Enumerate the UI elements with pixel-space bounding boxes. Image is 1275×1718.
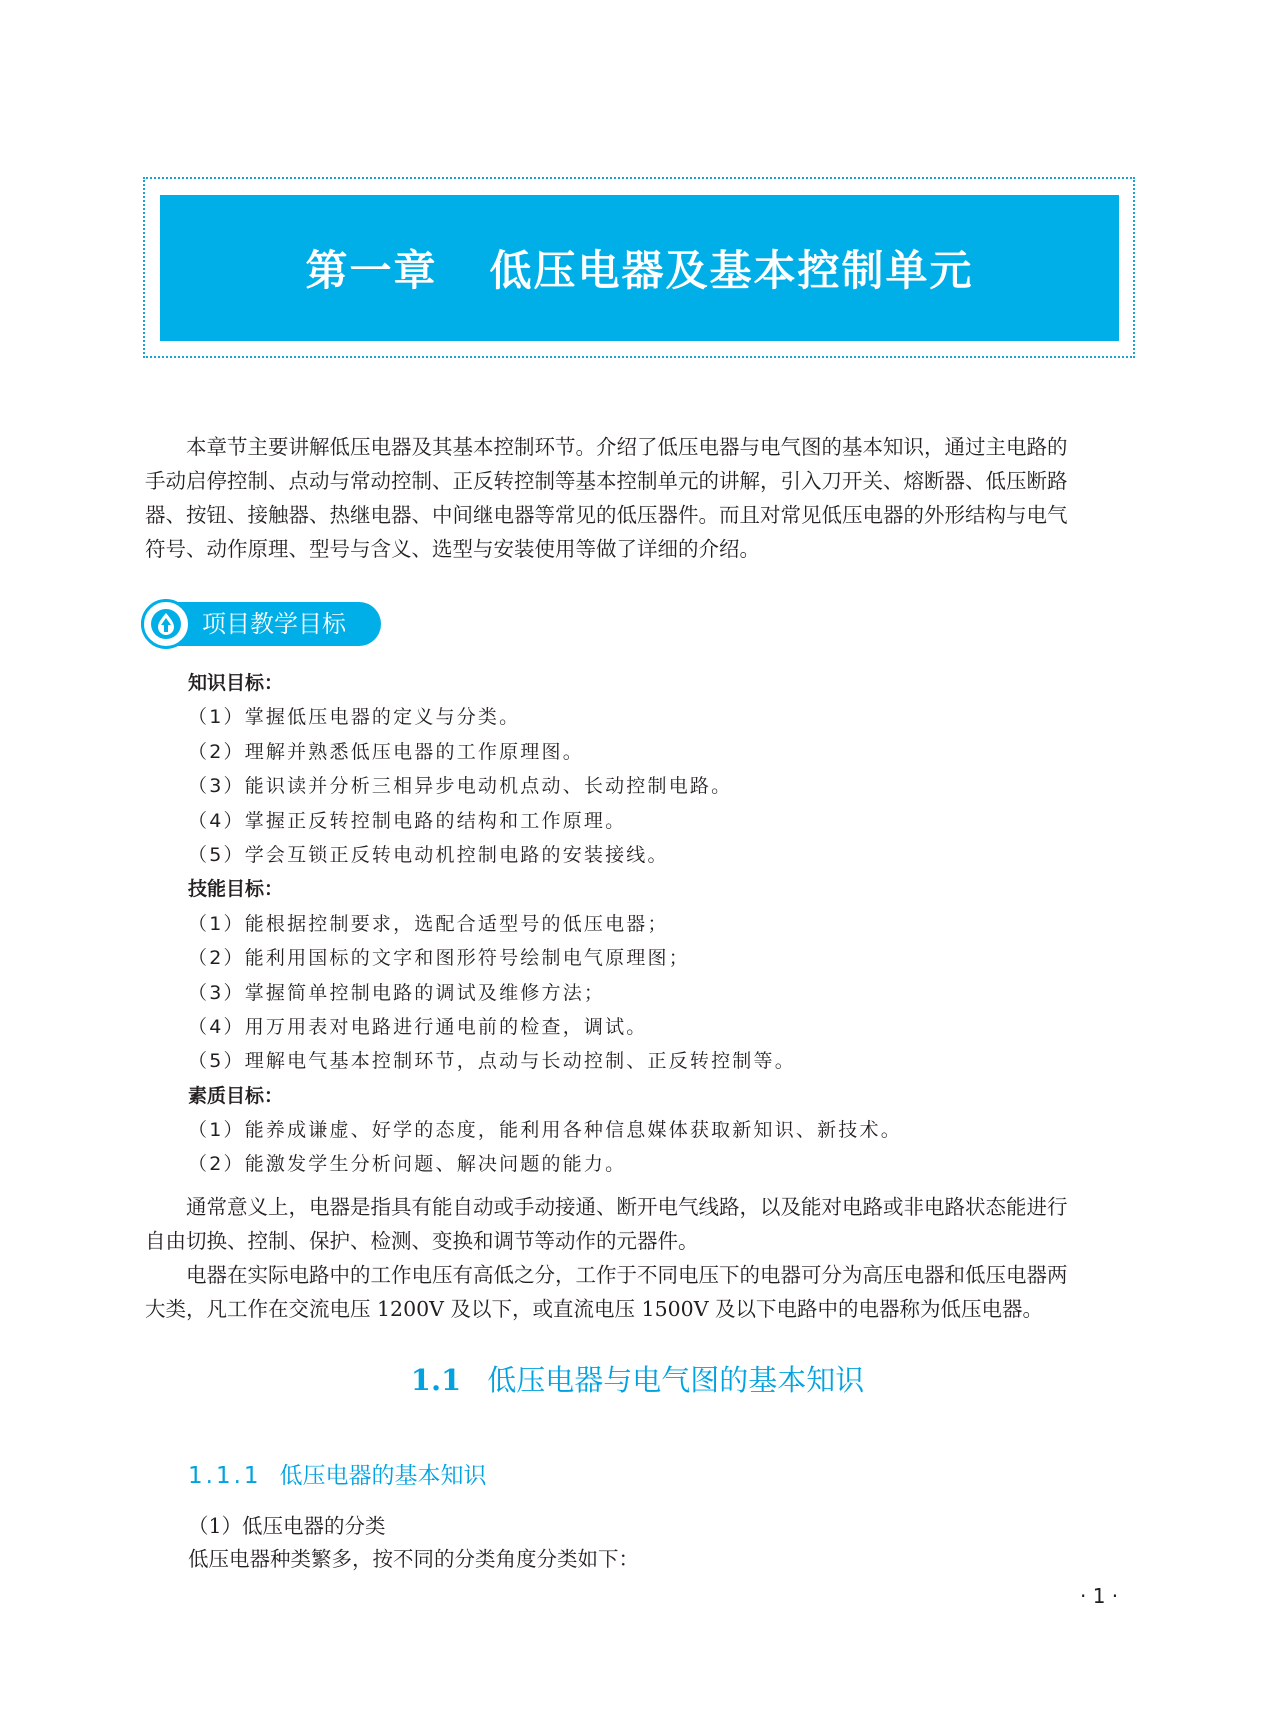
quality-heading: 素质目标： xyxy=(188,1084,284,1107)
water-drop-arrow-icon xyxy=(141,599,191,649)
chapter-title xyxy=(305,238,973,298)
quality-item: （2）能激发学生分析问题、解决问题的能力。 xyxy=(188,1153,627,1176)
body-line: 通常意义上，电器是指具有能自动或手动接通、断开电气线路，以及能对电路或非电路状态能进行 xyxy=(186,1195,1068,1219)
body-paragraph-2 xyxy=(145,1258,1135,1326)
knowledge-item: （4）掌握正反转控制电路的结构和工作原理。 xyxy=(188,809,627,832)
knowledge-heading: 知识目标： xyxy=(188,672,284,694)
section-name: 低压电器与电气图的基本知识 xyxy=(487,1363,865,1397)
intro-line: 符号、动作原理、型号与含义、选型与安装使用等做了详细的介绍。 xyxy=(145,537,760,561)
chapter-banner xyxy=(160,195,1119,341)
body-line: 自由切换、控制、保护、检测、变换和调节等动作的元器件。 xyxy=(145,1229,699,1253)
chapter-number: 第一章 xyxy=(305,246,438,295)
subsection-title xyxy=(188,1457,487,1490)
objectives-list xyxy=(188,666,1088,1182)
intro-line: 器、按钮、接触器、热继电器、中间继电器等常见的低压器件。而且对常见低压电器的外形结构与电气 xyxy=(145,503,1068,527)
intro-line: 手动启停控制、点动与常动控制、正反转控制等基本控制单元的讲解，引入刀开关、熔断器、低压断路 xyxy=(145,469,1068,493)
skill-item: （5）理解电气基本控制环节，点动与长动控制、正反转控制等。 xyxy=(188,1050,796,1073)
page-number: · 1 · xyxy=(1080,1584,1119,1608)
objectives-badge-label: 项目教学目标 xyxy=(202,610,346,638)
knowledge-item: （3）能识读并分析三相异步电动机点动、长动控制电路。 xyxy=(188,775,733,798)
item-title: （1）低压电器的分类 xyxy=(188,1514,386,1538)
knowledge-item: （2）理解并熟悉低压电器的工作原理图。 xyxy=(188,740,584,763)
chapter-name: 低压电器及基本控制单元 xyxy=(489,246,974,295)
subsection-number: 1.1.1 xyxy=(188,1463,262,1489)
quality-item: （1）能养成谦虚、好学的态度，能利用各种信息媒体获取新知识、新技术。 xyxy=(188,1119,902,1142)
body-line: 电器在实际电路中的工作电压有高低之分，工作于不同电压下的电器可分为高压电器和低压电器两 xyxy=(186,1263,1068,1287)
section-title xyxy=(0,1358,1275,1399)
knowledge-item: （1）掌握低压电器的定义与分类。 xyxy=(188,706,521,729)
skill-item: （2）能利用国标的文字和图形符号绘制电气原理图； xyxy=(188,947,690,970)
skill-item: （4）用万用表对电路进行通电前的检查，调试。 xyxy=(188,1015,648,1038)
body-paragraph-1 xyxy=(145,1190,1135,1258)
intro-paragraph xyxy=(145,430,1135,566)
skill-heading: 技能目标： xyxy=(188,878,284,901)
item-text: 低压电器种类繁多，按不同的分类角度分类如下： xyxy=(188,1547,639,1571)
subsection-name: 低压电器的基本知识 xyxy=(279,1463,487,1489)
skill-item: （3）掌握简单控制电路的调试及维修方法； xyxy=(188,981,606,1004)
section-number: 1.1 xyxy=(410,1363,462,1397)
body-line: 大类，凡工作在交流电压 1200V 及以下，或直流电压 1500V 及以下电路中的电器称为低压电器。 xyxy=(145,1297,1044,1321)
knowledge-item: （5）学会互锁正反转电动机控制电路的安装接线。 xyxy=(188,843,669,866)
intro-line: 本章节主要讲解低压电器及其基本控制环节。介绍了低压电器与电气图的基本知识，通过主电路的 xyxy=(186,435,1068,459)
skill-item: （1）能根据控制要求，选配合适型号的低压电器； xyxy=(188,912,669,935)
